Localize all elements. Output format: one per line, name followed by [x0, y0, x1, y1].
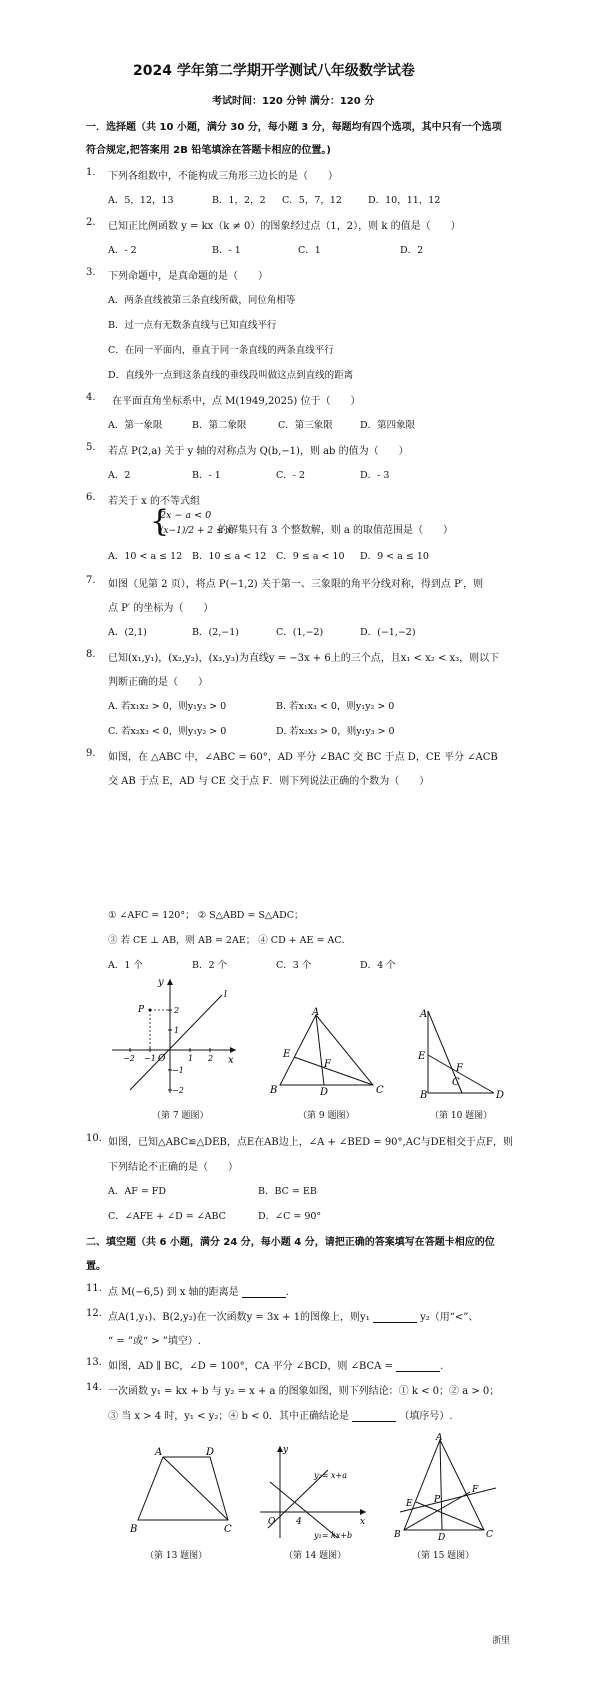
svg-text:1: 1 — [174, 1026, 180, 1035]
svg-text:C: C — [486, 1530, 493, 1540]
svg-text:C: C — [224, 1524, 232, 1535]
section1-heading: 一．选择题（共 10 小题，满分 30 分，每小题 3 分，每题均有四个选项，其中只有一个选项 — [86, 122, 502, 133]
svg-text:B: B — [270, 1085, 278, 1095]
q4-option-d: D．第四象限 — [360, 420, 416, 431]
q9-statements-3-4: ③ 若 CE ⊥ AB，则 AB = 2AE； ④ CD + AE = AC． — [108, 935, 352, 946]
q10-stem-cont: 下列结论不正确的是（ ） — [108, 1162, 238, 1173]
q10-option-d: D．∠C = 90° — [258, 1211, 322, 1222]
svg-text:F: F — [472, 1485, 479, 1495]
q5-option-d: D．- 3 — [360, 470, 390, 481]
svg-text:P: P — [434, 1495, 441, 1505]
fig7-line-label: l — [224, 990, 227, 1000]
fig7-origin: O — [158, 1054, 166, 1064]
q3-option-d: D．直线外一点到这条直线的垂线段叫做这点到直线的距离 — [108, 370, 354, 381]
svg-text:y₂= x+a: y₂= x+a — [314, 1471, 347, 1480]
svg-text:−2: −2 — [123, 1054, 135, 1063]
q7-number: 7. — [86, 575, 96, 586]
q10-option-b: B．BC = EB — [258, 1186, 317, 1197]
svg-text:B: B — [394, 1530, 401, 1540]
q12-answer-blank[interactable] — [373, 1312, 417, 1323]
q1-option-d: D．10，11，12 — [368, 195, 441, 206]
svg-text:D: D — [320, 1087, 329, 1095]
q9-number: 9. — [86, 748, 96, 759]
svg-text:1: 1 — [188, 1054, 194, 1063]
svg-text:A: A — [420, 1009, 428, 1020]
q5-option-a: A．2 — [108, 470, 131, 481]
figure-14-graph — [258, 1440, 373, 1540]
svg-text:−2: −2 — [172, 1086, 184, 1095]
q3-option-b: B．过一点有无数条直线与已知直线平行 — [108, 320, 277, 331]
q8-option-d: D. 若x₂x₃ > 0，则y₁y₃ > 0 — [276, 726, 395, 737]
q12-stem: 点A(1,y₁)、B(2,y₂)在一次函数y = 3x + 1的图像上，则y₁ — [108, 1312, 370, 1323]
q9-statements-1-2: ① ∠AFC = 120°； ② S△ABD = S△ADC； — [108, 910, 304, 921]
svg-text:y: y — [283, 1445, 289, 1455]
q4-option-b: B．第二象限 — [192, 420, 247, 431]
q8-number: 8. — [86, 649, 96, 660]
figure-13-caption: （第 13 题图） — [145, 1551, 208, 1561]
q1-option-c: C．5，7，12 — [282, 195, 342, 206]
q4-number: 4. — [86, 392, 96, 403]
q1-option-a: A．5，12，13 — [108, 195, 174, 206]
q12-stem-cont: “ = ”或“ > ”填空）. — [108, 1336, 202, 1347]
q14-stem: 一次函数 y₁ = kx + b 与 y₂ = x + a 的图象如图，则下列结论：① k < 0；② a > 0； — [108, 1386, 500, 1397]
svg-text:−1: −1 — [172, 1066, 184, 1075]
q7-option-a: A．(2,1) — [108, 627, 147, 638]
figure-15-triangle — [392, 1432, 502, 1542]
q9-stem: 如图，在 △ABC 中，∠ABC = 60°，AD 平分 ∠BAC 交 BC 于点 D，CE 平分 ∠ACB — [108, 752, 498, 763]
svg-text:E: E — [283, 1049, 291, 1060]
figure-10-triangles — [412, 1005, 507, 1100]
figure-10-caption: （第 10 题图） — [430, 1111, 493, 1121]
q7-stem: 如图（见第 2 页），将点 P(−1,2) 关于第一、三象限的角平分线对称，得到点 P′，则 — [108, 579, 484, 590]
q5-stem: 若点 P(2,a) 关于 y 轴的对称点为 Q(b,−1)，则 ab 的值为（ ） — [108, 446, 409, 457]
figure-13-trapezoid — [128, 1445, 238, 1535]
q6-option-b: B．10 ≤ a < 12 — [192, 551, 267, 562]
q9-option-b: B．2 个 — [192, 960, 228, 971]
q10-number: 10. — [86, 1133, 102, 1144]
q6-stem-tail: 的解集只有 3 个整数解，则 a 的取值范围是（ ） — [218, 525, 454, 536]
q14-end: （填序号）. — [399, 1411, 453, 1422]
q12-stem-mid: y₂（用“<”、 — [420, 1312, 479, 1323]
q14-number: 14. — [86, 1382, 102, 1393]
q5-option-c: C．- 2 — [276, 470, 306, 481]
figure-9-triangle — [268, 1005, 388, 1095]
q2-option-c: C．1 — [298, 245, 321, 256]
section2-heading: 二、填空题（共 6 小题，满分 24 分，每小题 4 分，请把正确的答案填写在答题卡相应的位 — [86, 1237, 495, 1248]
q12-line — [108, 1308, 478, 1323]
section1-heading-cont: 符合规定,把答案用 2B 铅笔填涂在答题卡相应的位置。) — [86, 145, 331, 156]
exam-title: 2024 学年第二学期开学测试八年级数学试卷 — [133, 63, 415, 79]
q11-stem: 点 M(−6,5) 到 x 轴的距离是 — [108, 1287, 239, 1298]
q9-option-c: C．3 个 — [276, 960, 312, 971]
figure-7-caption: （第 7 题图） — [152, 1111, 209, 1121]
svg-text:A: A — [436, 1433, 443, 1443]
q2-number: 2. — [86, 217, 96, 228]
q5-option-b: B．- 1 — [192, 470, 221, 481]
q1-option-b: B．1，2，2 — [212, 195, 266, 206]
figure-9-caption: （第 9 题图） — [298, 1111, 355, 1121]
q8-stem-cont: 判断正确的是（ ） — [108, 677, 208, 688]
svg-text:C: C — [452, 1077, 460, 1088]
q4-option-a: A．第一象限 — [108, 420, 163, 431]
q13-line — [108, 1357, 443, 1372]
svg-text:D: D — [206, 1447, 215, 1458]
q13-end: . — [440, 1361, 444, 1372]
q2-stem: 已知正比例函数 y = kx（k ≠ 0）的图象经过点（1，2），则 k 的值是（ ） — [108, 221, 461, 232]
q9-stem-cont: 交 AB 于点 E，AD 与 CE 交于点 F．则下列说法正确的个数为（ ） — [108, 776, 430, 787]
q13-stem: 如图，AD ∥ BC，∠D = 100°，CA 平分 ∠BCD，则 ∠BCA = — [108, 1361, 393, 1372]
q8-option-a: A. 若x₁x₂ > 0，则y₁y₃ > 0 — [108, 701, 227, 712]
svg-text:4: 4 — [296, 1517, 302, 1527]
footer-mark: 浙里 — [492, 1636, 511, 1646]
q2-option-d: D．2 — [400, 245, 424, 256]
figure-7-graph — [110, 975, 240, 1100]
figure-14-caption: （第 14 题图） — [284, 1551, 347, 1561]
exam-subtitle: 考试时间：120 分钟 满分：120 分 — [212, 96, 375, 107]
fig7-y-label: y — [158, 977, 164, 988]
q9-option-d: D．4 个 — [360, 960, 396, 971]
q6-number: 6. — [86, 492, 96, 503]
svg-text:E: E — [406, 1499, 413, 1509]
q8-stem: 已知(x₁,y₁)，(x₂,y₂)，(x₃,y₃)为直线y = −3x + 6上的三个点，且x₁ < x₂ < x₃，则以下 — [108, 653, 500, 664]
q2-option-b: B．- 1 — [212, 245, 241, 256]
fig7-point-p: P — [138, 1005, 145, 1015]
q1-stem: 下列各组数中，不能构成三角形三边长的是（ ） — [108, 171, 338, 182]
q4-option-c: C．第三象限 — [278, 420, 333, 431]
q6-option-c: C．9 ≤ a < 10 — [276, 551, 345, 562]
svg-text:O: O — [268, 1517, 276, 1527]
svg-text:F: F — [456, 1063, 463, 1074]
q3-number: 3. — [86, 267, 96, 278]
q10-option-a: A．AF = FD — [108, 1186, 167, 1197]
q6-brace: { — [150, 504, 170, 539]
q5-number: 5. — [86, 442, 96, 453]
q14-line2 — [108, 1407, 453, 1422]
svg-text:B: B — [130, 1524, 138, 1535]
q7-stem-cont: 点 P′ 的坐标为（ ） — [108, 603, 214, 614]
svg-text:C: C — [376, 1085, 384, 1095]
svg-text:A: A — [155, 1447, 163, 1458]
q13-answer-blank[interactable] — [396, 1361, 440, 1372]
q4-stem: 在平面直角坐标系中，点 M(1949,2025) 位于（ ） — [112, 396, 361, 407]
svg-text:F: F — [324, 1059, 331, 1070]
q14-answer-blank[interactable] — [352, 1411, 396, 1422]
q8-option-c: C. 若x₂x₃ < 0，则y₁y₂ > 0 — [108, 726, 227, 737]
q10-option-c: C．∠AFE + ∠D = ∠ABC — [108, 1211, 226, 1222]
q3-option-c: C．在同一平面内，垂直于同一条直线的两条直线平行 — [108, 345, 334, 356]
svg-text:E: E — [418, 1051, 426, 1062]
q9-option-a: A．1 个 — [108, 960, 143, 971]
q3-option-a: A．两条直线被第三条直线所截，同位角相等 — [108, 295, 296, 306]
q7-option-b: B．(2,−1) — [192, 627, 239, 638]
q2-option-a: A．- 2 — [108, 245, 137, 256]
svg-text:D: D — [438, 1533, 446, 1542]
svg-text:2: 2 — [174, 1006, 180, 1015]
q6-stem: 若关于 x 的不等式组 — [108, 496, 200, 507]
q11-line — [108, 1283, 289, 1298]
q7-option-d: D．(−1,−2) — [360, 627, 416, 638]
q13-number: 13. — [86, 1357, 102, 1368]
svg-text:−1: −1 — [144, 1054, 156, 1063]
figure-15-caption: （第 15 题图） — [412, 1551, 475, 1561]
q6-system-line2: (x−1)/2 + 2 ≤ x — [160, 526, 232, 536]
svg-text:A: A — [312, 1007, 320, 1018]
q11-end: . — [285, 1287, 290, 1298]
q11-number: 11. — [86, 1283, 102, 1294]
q14-stem-cont: ③ 当 x > 4 时，y₁ < y₂；④ b < 0．其中正确结论是 — [108, 1411, 350, 1422]
q6-option-a: A．10 < a ≤ 12 — [108, 551, 183, 562]
q10-stem: 如图，已知△ABC≌△DEB，点E在AB边上，∠A + ∠BED = 90°,AC与DE相交于点F，则 — [108, 1137, 513, 1148]
svg-text:x: x — [360, 1517, 366, 1527]
q6-option-d: D．9 < a ≤ 10 — [360, 551, 429, 562]
q3-stem: 下列命题中，是真命题的是（ ） — [108, 271, 268, 282]
section2-heading-cont: 置。 — [86, 1261, 106, 1272]
fig7-x-label: x — [228, 1055, 234, 1066]
svg-text:B: B — [420, 1090, 428, 1100]
svg-text:y₁= kx+b: y₁= kx+b — [314, 1531, 353, 1540]
q1-number: 1. — [86, 167, 96, 178]
q11-answer-blank[interactable] — [242, 1287, 286, 1298]
svg-text:2: 2 — [208, 1054, 214, 1063]
q8-option-b: B. 若x₁x₃ < 0，则y₁y₂ > 0 — [276, 701, 395, 712]
q12-number: 12. — [86, 1308, 102, 1319]
svg-text:D: D — [496, 1090, 505, 1100]
q7-option-c: C．(1,−2) — [276, 627, 324, 638]
q6-system-line1: 2x − a < 0 — [160, 510, 212, 521]
